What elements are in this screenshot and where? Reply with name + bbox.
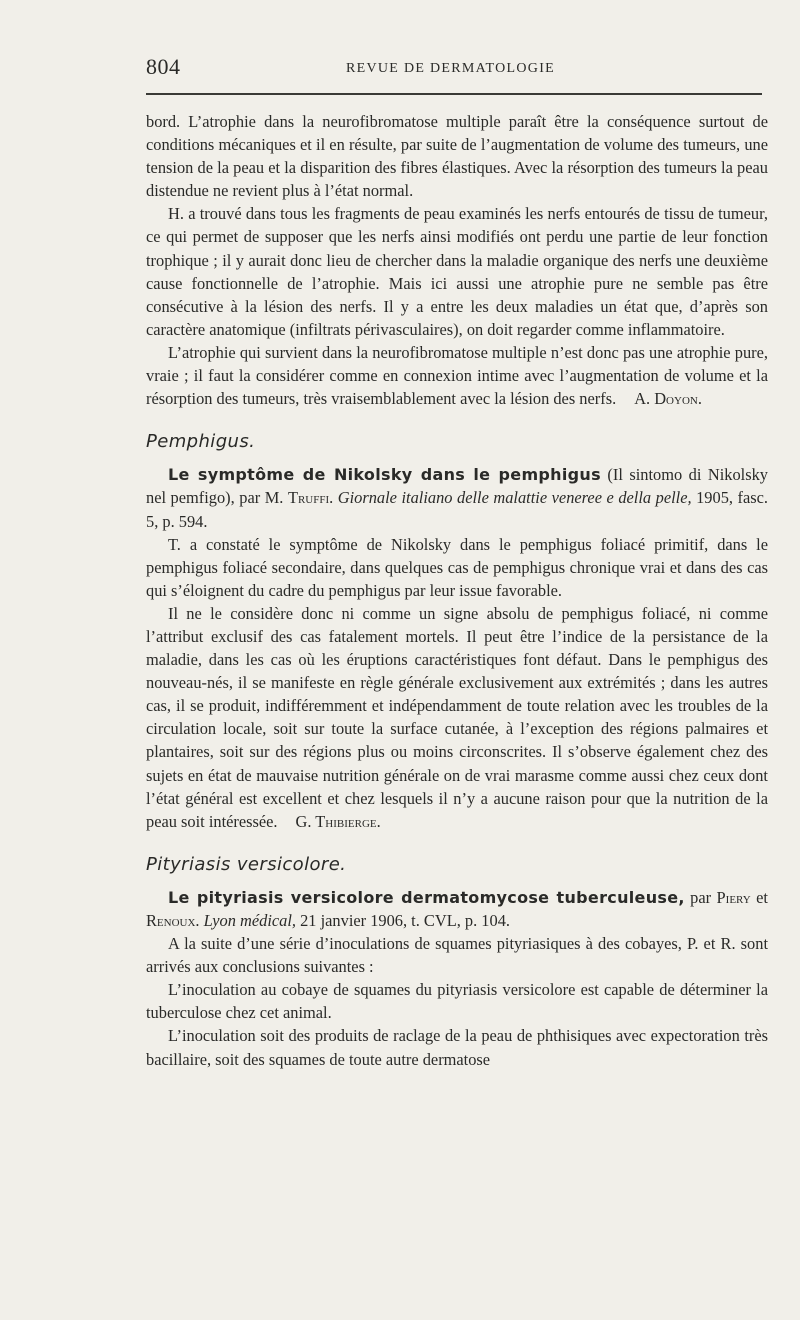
- paragraph-nikolsky-2-text: Il ne le considère donc ni comme un signe absolu de pemphigus foliacé, ni comme l’attribut exclusif des cas fatalement mortels. Il peut être l’indice de la persistance de la maladie, dans les cas où les éruptions caractéristiques font défaut. Dans le pemphigus des nouveau-nés, il se manifeste en règle générale exclusivement aux extrémités ; dans les autres cas, il se produit, indifféremment et indépendamment de toute relation avec les troubles de la circulation locale, soit sur toute la surface cutanée, à l’exception des régions palmaires et plantaires, soit sur des régions plus ou moins circonscrites. Il s’observe également chez des sujets en état de mauvaise nutrition générale on de vrai marasme comme aussi chez ceux dont l’état général est excellent et chez lesquels il n’y a aucune raison pour que la nutrition de la peau soit intéressée.: [146, 603, 768, 831]
- author-renoux: Renoux.: [146, 911, 200, 930]
- journal-giornale: Giornale italiano delle malattie veneree e della pelle,: [333, 488, 692, 508]
- paragraph-nikolsky-2: [146, 602, 768, 833]
- paragraph-pityriasis-3: L’inoculation soit des produits de raclage de la peau de phthisiques avec expectoration très bacillaire, soit des squames de toute autre dermatose: [146, 1026, 768, 1069]
- journal-title: REVUE DE DERMATOLOGIE: [346, 61, 556, 76]
- paragraph-atrophy-2: H. a trouvé dans tous les fragments de peau examinés les nerfs entourés de tissu de tumeur, ce qui permet de supposer que les nerfs ainsi modifiés ont perdu une partie de leur fonction trophique ; il y aurait donc lieu de chercher dans la maladie organique des nerfs une deuxième cause fonctionnelle de l’atrophie. Mais ici aussi une atrophie pure ne semble pas être consécutive à la lésion des nerfs. Il y a entre les deux maladies un état que, d’après son caractère anatomique (infiltrats périvasculaires), on doit regarder comme inflammatoire.: [146, 204, 768, 339]
- paragraph-nikolsky-1: T. a constaté le symptôme de Nikolsky dans le pemphigus foliacé primitif, dans le pemphigus foliacé secondaire, dans quelques cas de pemphigus chronique vrai et dans des cas qui s’éloignent du cadre du pemphigus par leur issue favorable.: [146, 534, 768, 600]
- citation-text-1: (Il sintomo di Nikolsky nel pemfigo), par M.: [146, 465, 768, 508]
- citation-text-2: 1905, fasc. 5, p. 594.: [146, 488, 769, 531]
- paragraph-atrophy-1: bord. L’atrophie dans la neurofibromatose multiple paraît être la conséquence surtout de conditions mécaniques et il en résulte, par suite de l’augmentation de volume des tumeurs, une tension de la peau et la disparition des fibres élastiques. Avec la résorption des tumeurs la peau distendue ne revient plus à l’état normal.: [146, 112, 768, 201]
- running-head: [146, 52, 766, 92]
- page-body: [146, 110, 768, 1071]
- paragraph-pityriasis-2: L’inoculation au cobaye de squames du pityriasis versicolore est capable de déterminer la tuberculose chez cet animal.: [146, 980, 768, 1023]
- paragraph-pityriasis-1: A la suite d’une série d’inoculations de squames pityriasiques à des cobayes, P. et R. sont arrivés aux conclusions suivantes :: [146, 934, 768, 977]
- paragraph-atrophy-3-text: L’atrophie qui survient dans la neurofibromatose multiple n’est donc pas une atrophie pure, vraie ; il faut la considérer comme en connexion intime avec l’augmentation de volume et la résorption des tumeurs, très vraisemblablement avec la lésion des nerfs.: [146, 342, 768, 409]
- signature-thibierge: G. Thibierge.: [295, 811, 381, 831]
- article-title-pityriasis: Le pityriasis versicolore dermatomycose tuberculeuse,: [168, 887, 685, 907]
- article-heading-nikolsky: [146, 463, 768, 532]
- section-title-pityriasis: Pityriasis versicolore.: [146, 853, 347, 875]
- article-heading-pityriasis: [146, 886, 768, 932]
- article-title-nikolsky: Le symptôme de Nikolsky dans le pemphigus: [168, 465, 601, 485]
- citation-text-3: par: [684, 887, 717, 907]
- section-title-pemphigus: Pemphigus.: [146, 431, 256, 453]
- signature-doyon: A. Doyon.: [634, 389, 702, 409]
- journal-lyon-medical: Lyon médical,: [199, 911, 297, 930]
- header-rule: [146, 93, 762, 95]
- author-piery: Piery: [716, 887, 751, 907]
- citation-text-5: 21 janvier 1906, t. CVL, p. 104.: [296, 911, 510, 930]
- page-number: 804: [146, 54, 181, 79]
- paragraph-atrophy-3: [146, 341, 768, 410]
- author-truffi: Truffi.: [287, 488, 334, 508]
- citation-text-4: et: [750, 887, 768, 907]
